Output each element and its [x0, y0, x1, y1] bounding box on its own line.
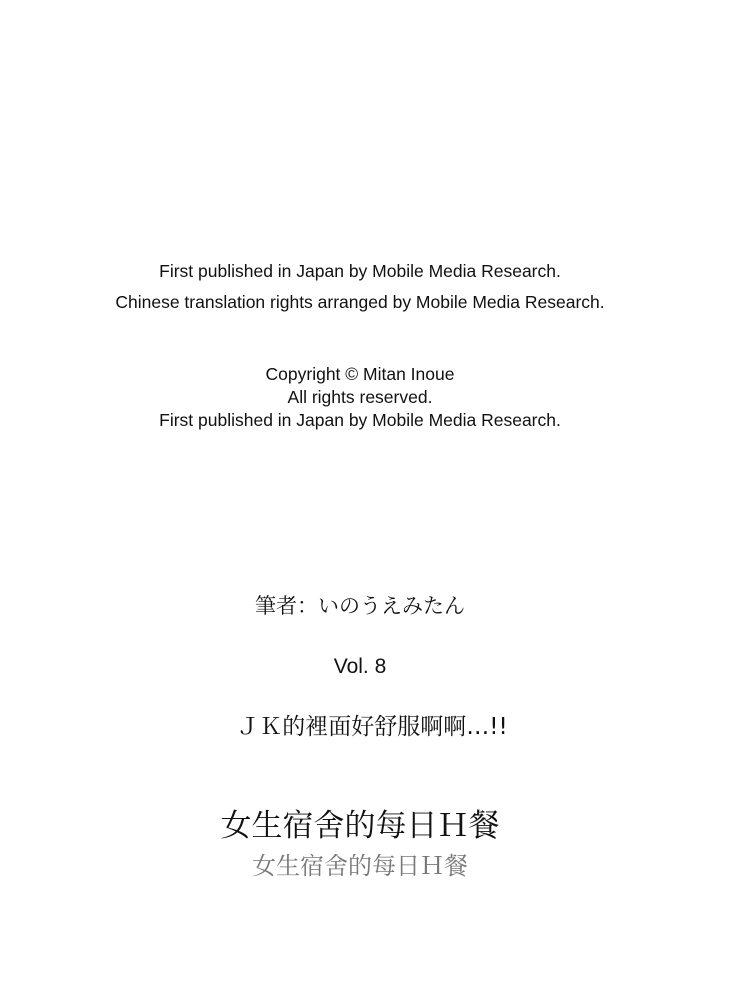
series-title-cut [0, 840, 720, 880]
series-title: 女生宿舍的每日Ｈ餐 [220, 808, 500, 844]
first-published-clip [0, 409, 720, 430]
volume-label: Vol. 8 [333, 655, 387, 678]
chapter-title: ＪＫ的裡面好舒服啊啊…!! [236, 714, 508, 740]
credits-cut-line [0, 261, 720, 284]
credits-cut-text: First published in Japan by Mobile Media Research. [159, 261, 561, 281]
author-line: 筆者：いのうえみたん [255, 594, 465, 618]
chinese-rights-line: Chinese translation rights arranged by Mobile Media Research. [115, 292, 605, 312]
series-title-cut-text: 女生宿舍的每日Ｈ餐 [252, 852, 468, 880]
first-published-line: First published in Japan by Mobile Media Research. [159, 410, 561, 430]
copyright-line: Copyright © Mitan Inoue [265, 364, 455, 384]
rights-reserved-line: All rights reserved. [287, 387, 433, 407]
